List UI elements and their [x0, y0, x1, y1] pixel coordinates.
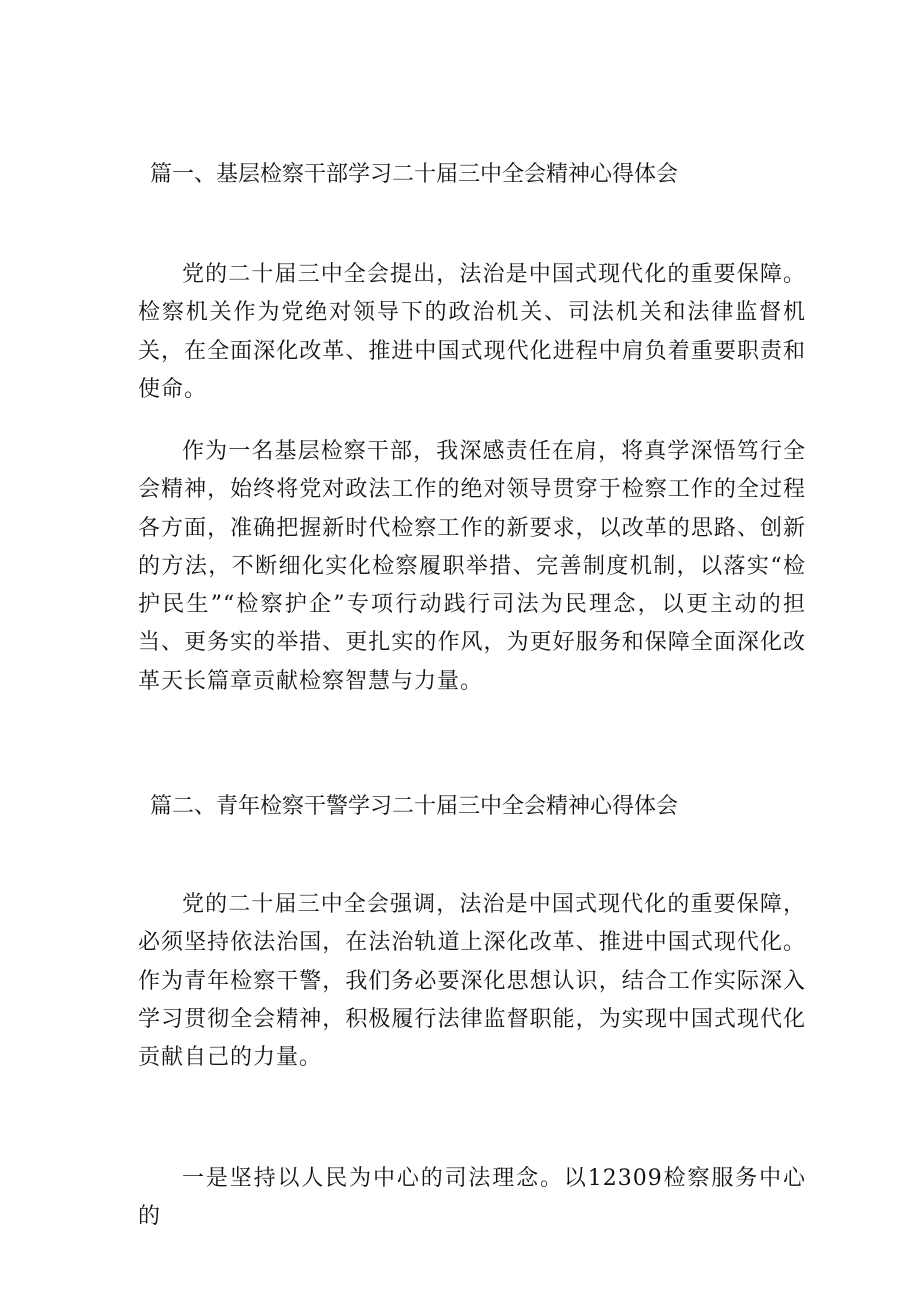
- section-2-heading: 篇二、青年检察干警学习二十届三中全会精神心得体会: [150, 794, 679, 819]
- section-2-paragraph-2: 一是坚持以人民为中心的司法理念。以12309检察服务中心的: [138, 1166, 806, 1230]
- section-1-paragraph-1: 党的二十届三中全会提出，法治是中国式现代化的重要保障。检察机关作为党绝对领导下的政治机关、司法机关和法律监督机关，在全面深化改革、推进中国式现代化进程中肩负着重要职责和使命。: [138, 262, 806, 402]
- section-1-heading: 篇一、基层检察干部学习二十届三中全会精神心得体会: [150, 162, 679, 187]
- section-1-paragraph-2: 作为一名基层检察干部，我深感责任在肩，将真学深悟笃行全会精神，始终将党对政法工作的绝对领导贯穿于检察工作的全过程各方面，准确把握新时代检察工作的新要求，以改革的思路、创新的方法，不断细化实化检察履职举措、完善制度机制，以落实“检护民生”“检察护企”专项行动践行司法为民理念，以更主动的担当、更务实的举措、更扎实的作风，为更好服务和保障全面深化改革天长篇章贡献检察智慧与力量。: [138, 439, 806, 694]
- section-2-paragraph-1: 党的二十届三中全会强调，法治是中国式现代化的重要保障，必须坚持依法治国，在法治轨道上深化改革、推进中国式现代化。作为青年检察干警，我们务必要深化思想认识，结合工作实际深入学习贯彻全会精神，积极履行法律监督职能，为实现中国式现代化贡献自己的力量。: [138, 892, 806, 1071]
